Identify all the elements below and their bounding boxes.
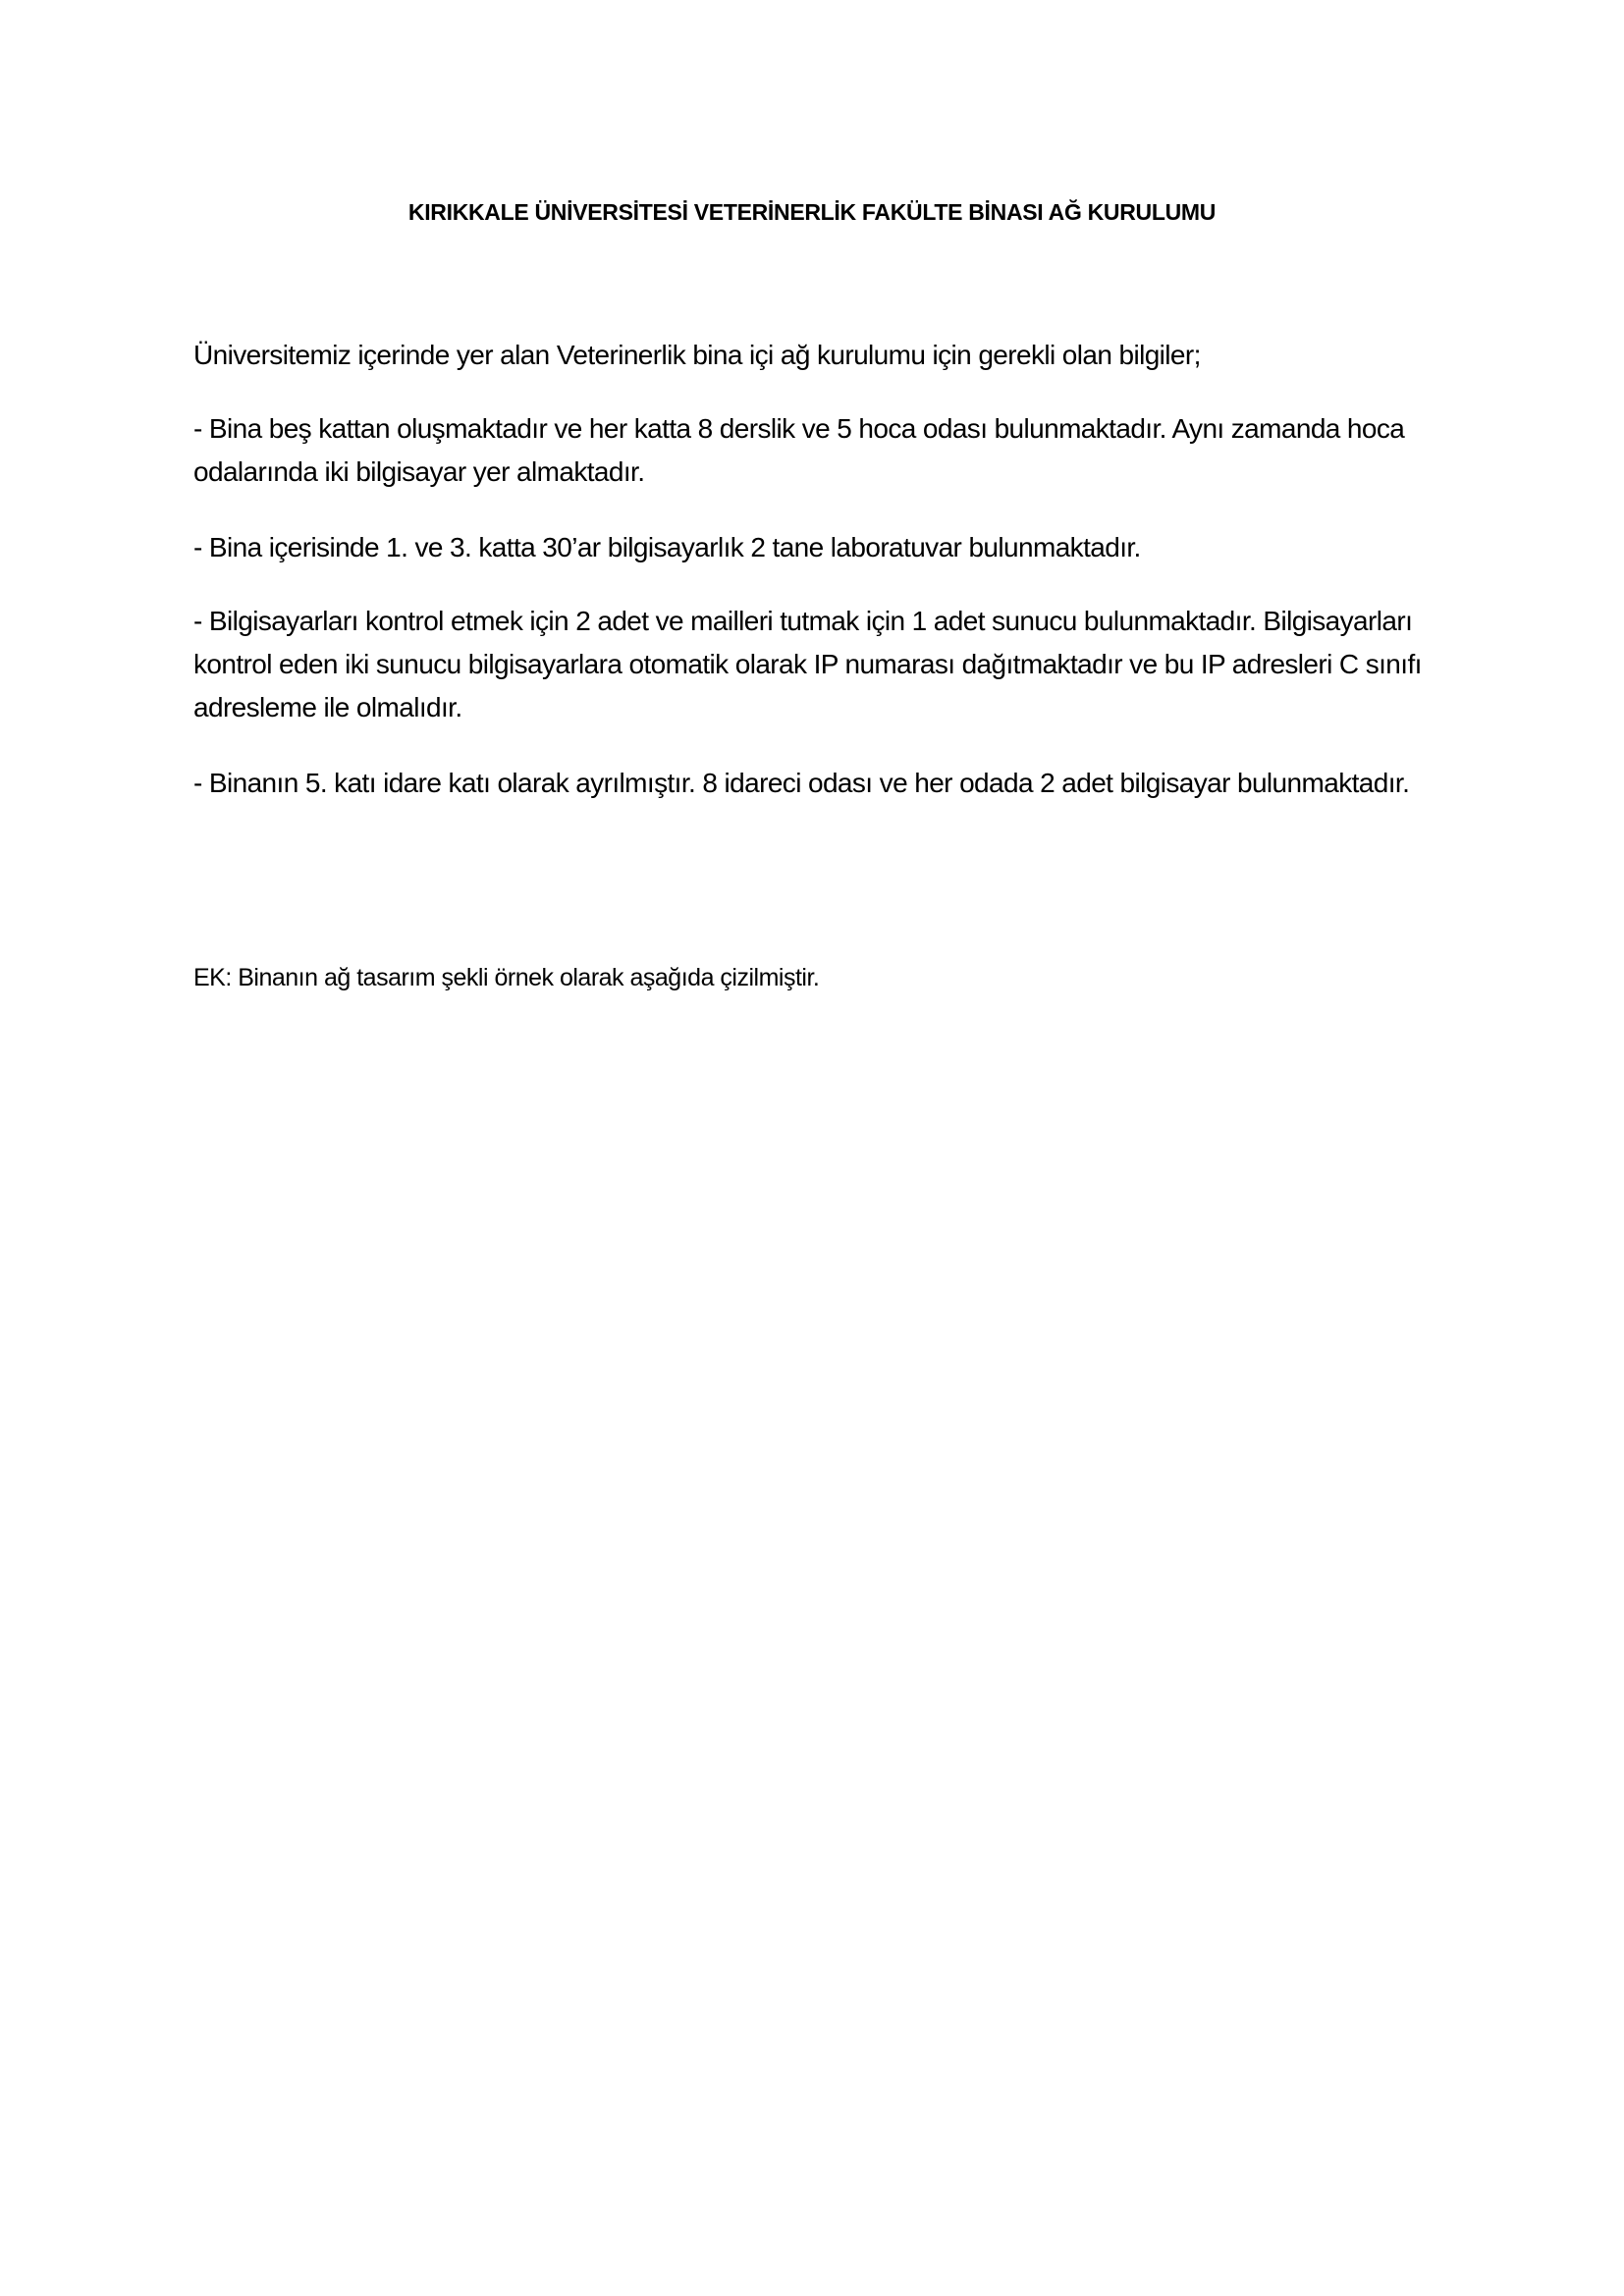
requirement-item-labs: - Bina içerisinde 1. ve 3. katta 30’ar bilgisayarlık 2 tane laboratuvar bulunmaktadır. xyxy=(193,532,1141,562)
requirement-item-floors: - Bina beş kattan oluşmaktadır ve her katta 8 derslik ve 5 hoca odası bulunmaktadır. Aynı zamanda hoca odalarında iki bilgisayar yer almaktadır. xyxy=(193,413,1405,487)
requirement-item-admin-floor: - Binanın 5. katı idare katı olarak ayrılmıştır. 8 idareci odası ve her odada 2 adet bilgisayar bulunmaktadır. xyxy=(193,768,1410,798)
appendix-note: EK: Binanın ağ tasarım şekli örnek olarak aşağıda çizilmiştir. xyxy=(193,964,820,991)
requirement-item-servers: - Bilgisayarları kontrol etmek için 2 adet ve mailleri tutmak için 1 adet sunucu bulunmaktadır. Bilgisayarları kontrol eden iki sunucu bilgisayarlara otomatik olarak IP numarası dağıtmaktadır ve bu IP adresleri C sınıfı adresleme ile olmalıdır. xyxy=(193,606,1422,722)
intro-paragraph: Üniversitemiz içerinde yer alan Veterinerlik bina içi ağ kurulumu için gerekli olan bilgiler; xyxy=(193,340,1201,370)
document-title: KIRIKKALE ÜNİVERSİTESİ VETERİNERLİK FAKÜLTE BİNASI AĞ KURULUMU xyxy=(407,199,1217,225)
